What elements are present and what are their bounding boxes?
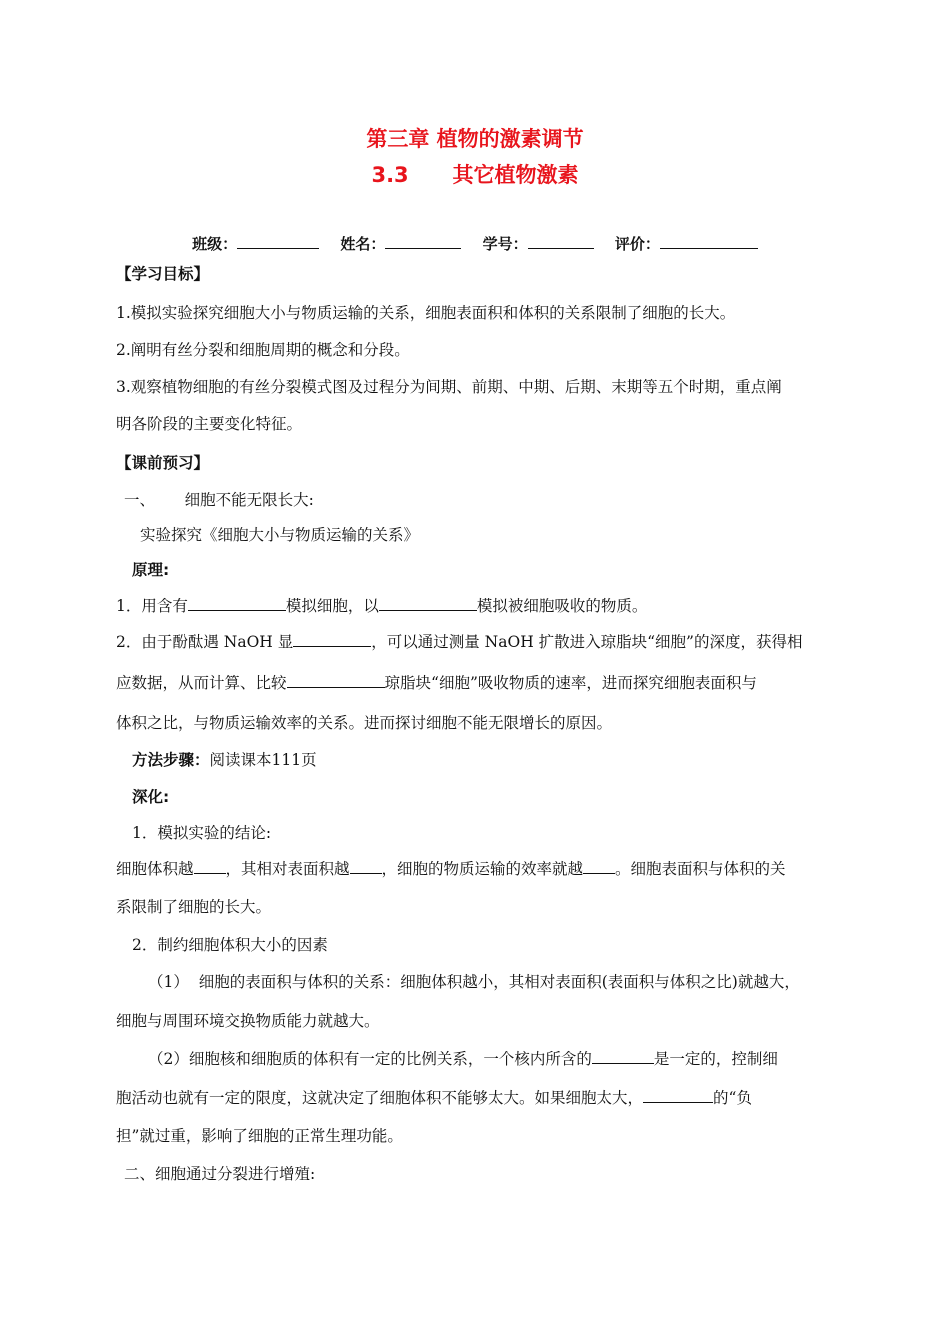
deepen-item-1: 1．模拟实验的结论: — [132, 824, 272, 842]
deepen-line-6: 细胞与周围环境交换物质能力就越大。 — [116, 1012, 380, 1030]
number-blank[interactable] — [528, 234, 594, 249]
student-info-row — [0, 233, 950, 254]
deepen-line-8: 胞活动也就有一定的限度，这就决定了细胞体积不能够太大。如果细胞太大， 的“负 — [116, 1089, 752, 1107]
objectives-heading: 【学习目标】 — [116, 265, 210, 283]
section-title — [0, 159, 950, 189]
blank-7[interactable] — [583, 859, 615, 874]
experiment-title: 实验探究《细胞大小与物质运输的关系》 — [140, 526, 420, 544]
blank-4[interactable] — [287, 673, 385, 688]
section-name: 其它植物激素 — [452, 163, 579, 187]
chapter-title: 第三章 植物的激素调节 — [366, 127, 584, 151]
deepen-line-7: （2）细胞核和细胞质的体积有一定的比例关系，一个核内所含的 是一定的，控制细 — [148, 1050, 778, 1068]
evaluation-blank[interactable] — [660, 234, 758, 249]
objective-item-2: 2.阐明有丝分裂和细胞周期的概念和分段。 — [116, 341, 410, 359]
class-blank[interactable] — [237, 234, 319, 249]
preview-heading: 【课前预习】 — [116, 454, 210, 472]
evaluation-field[interactable]: 评价： — [615, 233, 758, 254]
objective-item-3-cont: 明各阶段的主要变化特征。 — [116, 415, 303, 433]
objective-item-1: 1.模拟实验探究细胞大小与物质运输的关系，细胞表面积和体积的关系限制了细胞的长大。 — [116, 304, 736, 322]
number-field[interactable]: 学号： — [483, 233, 594, 254]
section-number: 3.3 — [371, 163, 409, 187]
deepen-line-5: （1） 细胞的表面积与体积的关系：细胞体积越小，其相对表面积(表面积与体积之比)就越大， — [148, 973, 800, 991]
deepen-line-3: 系限制了细胞的长大。 — [116, 898, 272, 916]
name-field[interactable]: 姓名： — [340, 233, 461, 254]
blank-6[interactable] — [350, 859, 382, 874]
blank-5[interactable] — [194, 859, 226, 874]
deepen-line-2: 细胞体积越 ，其相对表面积越 ，细胞的物质运输的效率就越 。细胞表面积与体积的关 — [116, 860, 786, 878]
objective-item-3: 3.观察植物细胞的有丝分裂模式图及过程分为间期、前期、中期、后期、末期等五个时期，重点阐 — [116, 378, 782, 396]
part2-heading: 二、细胞通过分裂进行增殖: — [124, 1165, 316, 1183]
principle-label: 原理: — [132, 561, 170, 579]
deepen-line-9: 担”就过重，影响了细胞的正常生理功能。 — [116, 1127, 403, 1145]
blank-1[interactable] — [188, 596, 286, 611]
class-field[interactable]: 班级： — [192, 233, 319, 254]
name-blank[interactable] — [385, 234, 461, 249]
principle-line-4: 体积之比，与物质运输效率的关系。进而探讨细胞不能无限增长的原因。 — [116, 714, 613, 732]
blank-9[interactable] — [643, 1088, 713, 1103]
principle-line-2: 2．由于酚酞遇 NaOH 显 ，可以通过测量 NaOH 扩散进入琼脂块“细胞”的深度，获得相 — [116, 633, 803, 651]
blank-8[interactable] — [592, 1049, 654, 1064]
deepen-label: 深化: — [132, 788, 170, 806]
deepen-item-2: 2．制约细胞体积大小的因素 — [132, 936, 328, 954]
method-line: 方法步骤：阅读课本111页 — [132, 751, 317, 769]
blank-3[interactable] — [293, 632, 371, 647]
principle-line-3: 应数据，从而计算、比较 琼脂块“细胞”吸收物质的速率，进而探究细胞表面积与 — [116, 674, 757, 692]
blank-2[interactable] — [379, 596, 477, 611]
principle-line-1: 1．用含有 模拟细胞，以 模拟被细胞吸收的物质。 — [116, 597, 648, 615]
part1-heading: 一、 细胞不能无限长大: — [124, 491, 314, 509]
